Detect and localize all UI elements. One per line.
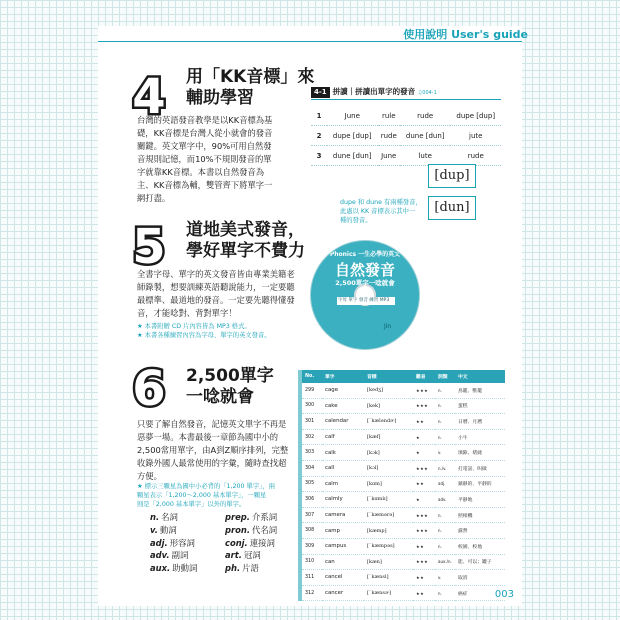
table-cell: 301 [302, 414, 322, 430]
cd-subtitle: 2,500單字一唸就會 [335, 279, 395, 287]
section-5-body [137, 268, 313, 320]
legend-abbr: aux. [150, 563, 171, 574]
col-header: 中文 [455, 370, 505, 383]
legend-abbr: conj. [225, 537, 248, 548]
table-row [302, 585, 505, 601]
section-5-title [186, 220, 305, 262]
table-row [302, 523, 505, 539]
vocab-header-row [302, 370, 505, 383]
table-cell: call [322, 460, 364, 476]
legend-abbr: n. [150, 512, 160, 522]
table-cell: 311 [302, 570, 322, 586]
legend-item [225, 524, 300, 537]
table-cell: n. [435, 507, 455, 523]
table-row [311, 126, 501, 146]
table-row [302, 398, 505, 414]
ipa-box-dup: [dup] [428, 164, 476, 188]
phonics-heading [311, 85, 501, 100]
table-cell: camp [322, 523, 364, 539]
table-cell: 302 [302, 429, 322, 445]
legend-abbr: adj. [150, 537, 168, 548]
body-line: 音規則記憶，而10%不規則發音的單 [137, 154, 272, 164]
note-line: ★ 標示三顆星為國中小必背的「1,200 單字」，兩 [137, 483, 275, 490]
table-cell: [kæn] [364, 554, 413, 570]
table-row [302, 554, 505, 570]
body-line: 礎，KK音標是台灣人從小就會的發音 [137, 128, 273, 138]
ipa-box-dun: [dun] [428, 196, 476, 220]
table-cell: calf [322, 429, 364, 445]
body-line: 音，才能唸對、背對單字！ [137, 308, 237, 318]
section-4-title [186, 67, 314, 109]
table-cell: cage [322, 383, 364, 398]
vocab-grid [302, 370, 505, 601]
section-5-title-line2: 學好單字不費力 [186, 241, 305, 261]
note-line: 顆星表示「1,200～2,000 基本單字」，一顆星 [137, 492, 267, 499]
table-cell: [ˋkɑmlɪ] [364, 492, 413, 508]
table-cell: [kedʒ] [364, 383, 413, 398]
legend-abbr: pron. [225, 524, 251, 535]
note-line: ★ 本書附贈 CD 片內容皆為 MP3 格式。 [137, 323, 251, 330]
table-row [302, 429, 505, 445]
legend-label: 名詞 [161, 512, 178, 522]
table-cell: 306 [302, 492, 322, 508]
body-line: 只要了解自然發音，記憶英文單字不再是 [137, 419, 287, 429]
body-line: 網打盡。 [137, 193, 171, 203]
legend-label: 代名詞 [252, 524, 278, 535]
table-cell: ★★ [413, 476, 435, 492]
col-header: No. [302, 370, 322, 383]
table-cell: 取消 [455, 570, 505, 586]
cd-small-title: Phonics 一生必學的英文 [329, 251, 401, 258]
table-cell: n. [435, 538, 455, 554]
table-cell: ★ [413, 492, 435, 508]
table-cell: rude [378, 126, 400, 146]
table-cell: v. [435, 570, 455, 586]
table-row [302, 492, 505, 508]
page-header-title: 使用說明 User's guide [403, 28, 528, 41]
table-cell: 填隙、堵縫 [455, 445, 505, 461]
body-line: 2,500常用單字，由A到Z順序排列，完整 [137, 445, 289, 455]
table-cell: 312 [302, 585, 322, 601]
table-cell: cake [322, 398, 364, 414]
cd-brand-logo: Jin [384, 323, 392, 330]
table-row [302, 445, 505, 461]
table-cell: [kɔl] [364, 460, 413, 476]
section-4-title-line2: 輔助學習 [186, 88, 254, 108]
table-cell: [ˋkæləndɚ] [364, 414, 413, 430]
legend-label: 冠詞 [243, 550, 261, 561]
table-cell: n. [435, 398, 455, 414]
legend-row [150, 511, 300, 524]
table-cell: 鎮靜的、平靜的 [455, 476, 505, 492]
body-line: 主、KK音標為輔，雙管齊下將單字一 [137, 180, 273, 190]
table-cell: [kɑm] [364, 476, 413, 492]
table-cell: ★★ [413, 570, 435, 586]
cd-label: 字母 單字 發音 練習 MP3 [337, 297, 395, 305]
table-cell: ★★★ [413, 507, 435, 523]
table-cell: 露營 [455, 523, 505, 539]
table-cell: ★★ [413, 585, 435, 601]
note-line: 此處以 KK 音標表示其中一 [340, 208, 416, 215]
legend-item [225, 549, 300, 562]
section-5-title-line1: 道地美式發音， [186, 220, 305, 240]
table-cell: [ˋkænsɚ] [364, 585, 413, 601]
table-cell: adj. [435, 476, 455, 492]
table-cell: calendar [322, 414, 364, 430]
table-cell: ★★★ [413, 523, 435, 539]
table-cell: [kɔk] [364, 445, 413, 461]
table-cell: June [327, 106, 378, 126]
table-cell: rude [450, 146, 501, 166]
legend-label: 助動詞 [172, 563, 198, 574]
table-cell: ★★★ [413, 554, 435, 570]
table-cell: 平靜地 [455, 492, 505, 508]
parts-of-speech-legend [150, 511, 300, 575]
legend-label: 動詞 [159, 524, 177, 535]
legend-row [150, 549, 300, 562]
table-cell: 305 [302, 476, 322, 492]
table-cell: cancer [322, 585, 364, 601]
legend-abbr: ph. [225, 563, 241, 574]
row-number: 2 [311, 126, 327, 146]
legend-label: 片語 [242, 563, 259, 574]
legend-label: 副詞 [171, 550, 189, 561]
table-cell: jute [450, 126, 501, 146]
table-cell: aux./n. [435, 554, 455, 570]
body-line: 台灣的英語發音教學是以KK音標為基 [137, 115, 273, 125]
table-cell: calk [322, 445, 364, 461]
section-5-number: 5 [132, 219, 166, 275]
body-line: 最標準、最道地的發音。一定要先聽得懂發 [137, 295, 295, 305]
table-cell: rude [400, 106, 451, 126]
table-cell: 日曆、月曆 [455, 414, 505, 430]
table-cell: 303 [302, 445, 322, 461]
body-line: 收錄外國人最常使用的字彙，隨時查找超 [137, 458, 287, 468]
section-6-notes [137, 482, 297, 509]
table-cell: lute [400, 146, 451, 166]
legend-label: 連接詞 [249, 537, 275, 548]
table-cell: 299 [302, 383, 322, 398]
note-line: ★ 本書各種練習內容為字母、單字的英文發音。 [137, 332, 271, 339]
table-cell: 308 [302, 523, 322, 539]
table-cell: June [378, 146, 400, 166]
section-6-body [137, 418, 297, 483]
section-6-title-line1: 2,500單字 [186, 366, 274, 386]
body-line: 惡夢一場。本書最後一章節為國中小的 [137, 432, 279, 442]
legend-row [150, 524, 300, 537]
section-5-notes [137, 322, 312, 340]
table-cell: n. [435, 585, 455, 601]
table-cell: dupe [dup] [450, 106, 501, 126]
vocabulary-table [298, 370, 509, 601]
table-cell: [ˋkænsl] [364, 570, 413, 586]
section-6-title-line2: 一唸就會 [186, 387, 254, 407]
cd-big-title: 自然發音 [334, 261, 395, 279]
table-cell: 癌症 [455, 585, 505, 601]
table-cell: 小牛 [455, 429, 505, 445]
table-row [311, 106, 501, 126]
section-4-title-line1: 用「KK音標」來 [186, 67, 315, 87]
body-line: 師錄製，想要訓練英語聽說能力，一定要聽 [137, 282, 295, 292]
col-header: 詞類 [435, 370, 455, 383]
legend-label: 介系詞 [251, 512, 278, 522]
table-cell: n./v. [435, 460, 455, 476]
table-cell: 304 [302, 460, 322, 476]
legend-item [150, 511, 225, 524]
table-cell: rule [378, 106, 400, 126]
table-row [311, 146, 501, 166]
table-cell: 蛋糕 [455, 398, 505, 414]
table-row [302, 476, 505, 492]
table-cell: camera [322, 507, 364, 523]
table-cell: [ˋkæmərə] [364, 507, 413, 523]
table-cell: n. [435, 523, 455, 539]
legend-row [150, 562, 300, 575]
note-line: dupe 和 dune 有兩種發音， [340, 199, 422, 206]
table-cell: 照相機 [455, 507, 505, 523]
table-cell: 310 [302, 554, 322, 570]
legend-abbr: v. [150, 524, 158, 535]
table-row [302, 460, 505, 476]
col-header: 音標 [364, 370, 413, 383]
phonics-heading-text: 拼讀｜拼讀出單字的發音 [332, 87, 416, 96]
row-number: 3 [311, 146, 327, 166]
header-rule [98, 41, 522, 42]
table-cell: cancel [322, 570, 364, 586]
table-cell: n. [435, 383, 455, 398]
audio-track-number: 004-1 [422, 90, 437, 96]
phonics-note [340, 198, 430, 225]
table-cell: ★★★ [413, 460, 435, 476]
legend-label: 形容詞 [169, 537, 195, 548]
table-cell: 能、可以；罐子 [455, 554, 505, 570]
legend-item [225, 511, 300, 524]
phonics-table [311, 106, 501, 166]
table-cell: [ˋkæmpəs] [364, 538, 413, 554]
table-cell: [kæf] [364, 429, 413, 445]
table-row [302, 538, 505, 554]
row-number: 1 [311, 106, 327, 126]
body-line: 字就靠KK音標。本書以自然發音為 [137, 167, 265, 177]
table-cell: ★★ [413, 414, 435, 430]
table-row [302, 570, 505, 586]
table-cell: ★★★ [413, 383, 435, 398]
table-cell: n. [435, 414, 455, 430]
note-line: 則是「2,000 基本單字」以外的單字。 [137, 501, 246, 508]
table-cell: 校園、校地 [455, 538, 505, 554]
section-4-number: 4 [132, 69, 166, 125]
legend-abbr: art. [225, 550, 242, 561]
body-line: 全書字母、單字的英文發音皆由專業美籍老 [137, 269, 295, 279]
legend-item [150, 537, 225, 550]
legend-item [225, 537, 300, 550]
col-header: 難易 [413, 370, 435, 383]
table-row [302, 507, 505, 523]
legend-row [150, 537, 300, 550]
table-cell: ★ [413, 429, 435, 445]
legend-item [150, 549, 225, 562]
legend-item [150, 524, 225, 537]
table-cell: dupe [dup] [327, 126, 378, 146]
table-cell: dune [dun] [400, 126, 451, 146]
table-cell: ★★★ [413, 398, 435, 414]
table-cell: 300 [302, 398, 322, 414]
table-cell: ★★ [413, 538, 435, 554]
page-number: 003 [494, 589, 514, 600]
note-line: 種的發音。 [340, 217, 372, 224]
section-6-number: 6 [132, 361, 166, 417]
table-cell: calmly [322, 492, 364, 508]
section-6-title [186, 366, 274, 408]
table-cell: campus [322, 538, 364, 554]
table-cell: v. [435, 445, 455, 461]
table-cell: 307 [302, 507, 322, 523]
table-cell: [kæmp] [364, 523, 413, 539]
phonics-table-box [311, 85, 501, 166]
audio-track: ♫004-1 [417, 90, 437, 96]
table-cell: ★ [413, 445, 435, 461]
cd-disc-image [310, 240, 420, 350]
legend-abbr: prep. [225, 512, 250, 522]
table-cell: can [322, 554, 364, 570]
table-cell: calm [322, 476, 364, 492]
table-row [302, 414, 505, 430]
table-cell: 打電話、叫做 [455, 460, 505, 476]
table-cell: n. [435, 429, 455, 445]
table-cell: 309 [302, 538, 322, 554]
legend-item [150, 562, 225, 575]
table-cell: [kek] [364, 398, 413, 414]
body-line: 方便。 [137, 471, 162, 481]
table-cell: dune [dun] [327, 146, 378, 166]
table-cell: 鳥籠、獸籠 [455, 383, 505, 398]
body-line: 關鍵。英文單字中，90%可用自然發 [137, 141, 272, 151]
col-header: 單字 [322, 370, 364, 383]
table-cell: adv. [435, 492, 455, 508]
legend-abbr: adv. [150, 550, 170, 561]
section-4-body [137, 114, 297, 205]
legend-item [225, 562, 300, 575]
phonics-tag: 4-1 [311, 87, 330, 98]
table-row [302, 383, 505, 398]
